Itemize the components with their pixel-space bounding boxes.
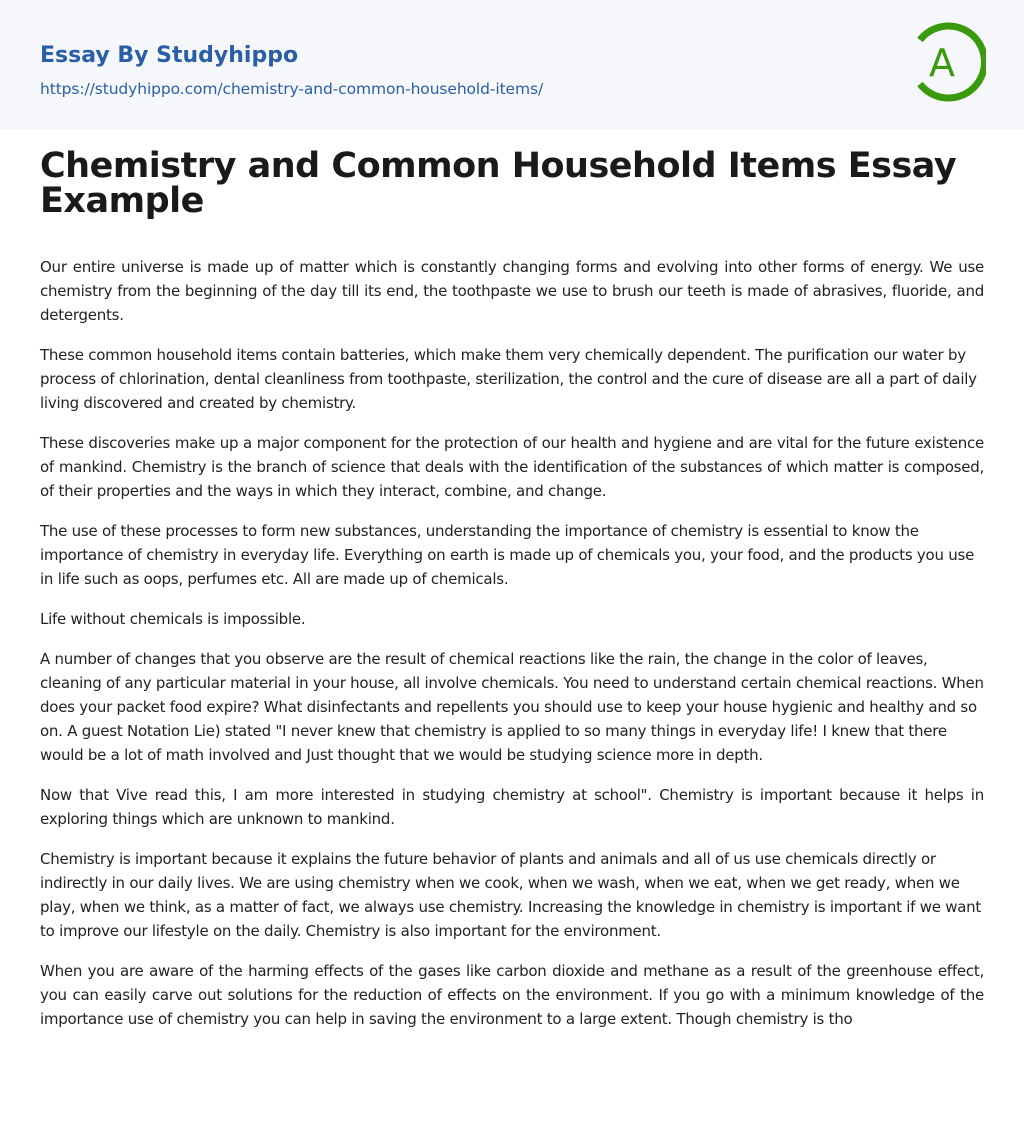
studyhippo-logo-icon[interactable] [914,18,986,106]
site-header [0,0,1024,129]
paragraph: These common household items contain batteries, which make them very chemically dependent. The purification our water by process of chlorination, dental cleanliness from toothpaste, sterilization, the control and the cure of disease are all a part of daily living discovered and created by chemistry. [40,346,977,412]
paragraph: Chemistry is important because it explains the future behavior of plants and animals and all of us use chemicals directly or indirectly in our daily lives. We are using chemistry when we cook, when we wash, when we eat, when we get ready, when we play, when we think, as a matter of fact, we always use chemistry. Increasing the knowledge in chemistry is important if we want to improve our lifestyle on the daily. Chemistry is also important for the environment. [40,850,982,940]
brand-title[interactable]: Essay By Studyhippo [40,43,299,68]
logo-letter: A [929,41,955,85]
page-title: Chemistry and Common Household Items Essay Example [40,146,957,221]
paragraph: Now that Vive read this, I am more interested in studying chemistry at school". Chemistry is important because it helps in exploring things which are unknown to mankind. [40,786,984,828]
paragraph: When you are aware of the harming effects of the gases like carbon dioxide and methane as a result of the greenhouse effect, you can easily carve out solutions for the reduction of effects on the environment. If you go with a minimum knowledge of the importance use of chemistry you can help in saving the environment to a large extent. Though chemistry is tho [40,962,984,1028]
paragraph: Life without chemicals is impossible. [40,610,306,628]
article [0,146,1024,1031]
paragraph: Our entire universe is made up of matter which is constantly changing forms and evolving into other forms of energy. We use chemistry from the beginning of the day till its end, the toothpaste we use to brush our teeth is made of abrasives, fluoride, and detergents. [40,258,984,324]
paragraph: A number of changes that you observe are the result of chemical reactions like the rain, the change in the color of leaves, cleaning of any particular material in your house, all involve chemicals. You need to understand certain chemical reactions. When does your packet food expire? What disinfectants and repellents you should use to keep your house hygienic and healthy and so on. A guest Notation Lie) stated "I never knew that chemistry is applied to so many things in everyday life! I knew that there would be a lot of math involved and Just thought that we would be studying science more in depth. [40,650,984,764]
paragraph: The use of these processes to form new substances, understanding the importance of chemistry is essential to know the importance of chemistry in everyday life. Everything on earth is made up of chemicals you, your food, and the products you use in life such as oops, perfumes etc. All are made up of chemicals. [40,522,975,588]
essay-url-link[interactable]: https://studyhippo.com/chemistry-and-common-household-items/ [40,80,544,98]
paragraph: These discoveries make up a major component for the protection of our health and hygiene and are vital for the future existence of mankind. Chemistry is the branch of science that deals with the identification of the substances of which matter is composed, of their properties and the ways in which they interact, combine, and change. [40,434,984,500]
